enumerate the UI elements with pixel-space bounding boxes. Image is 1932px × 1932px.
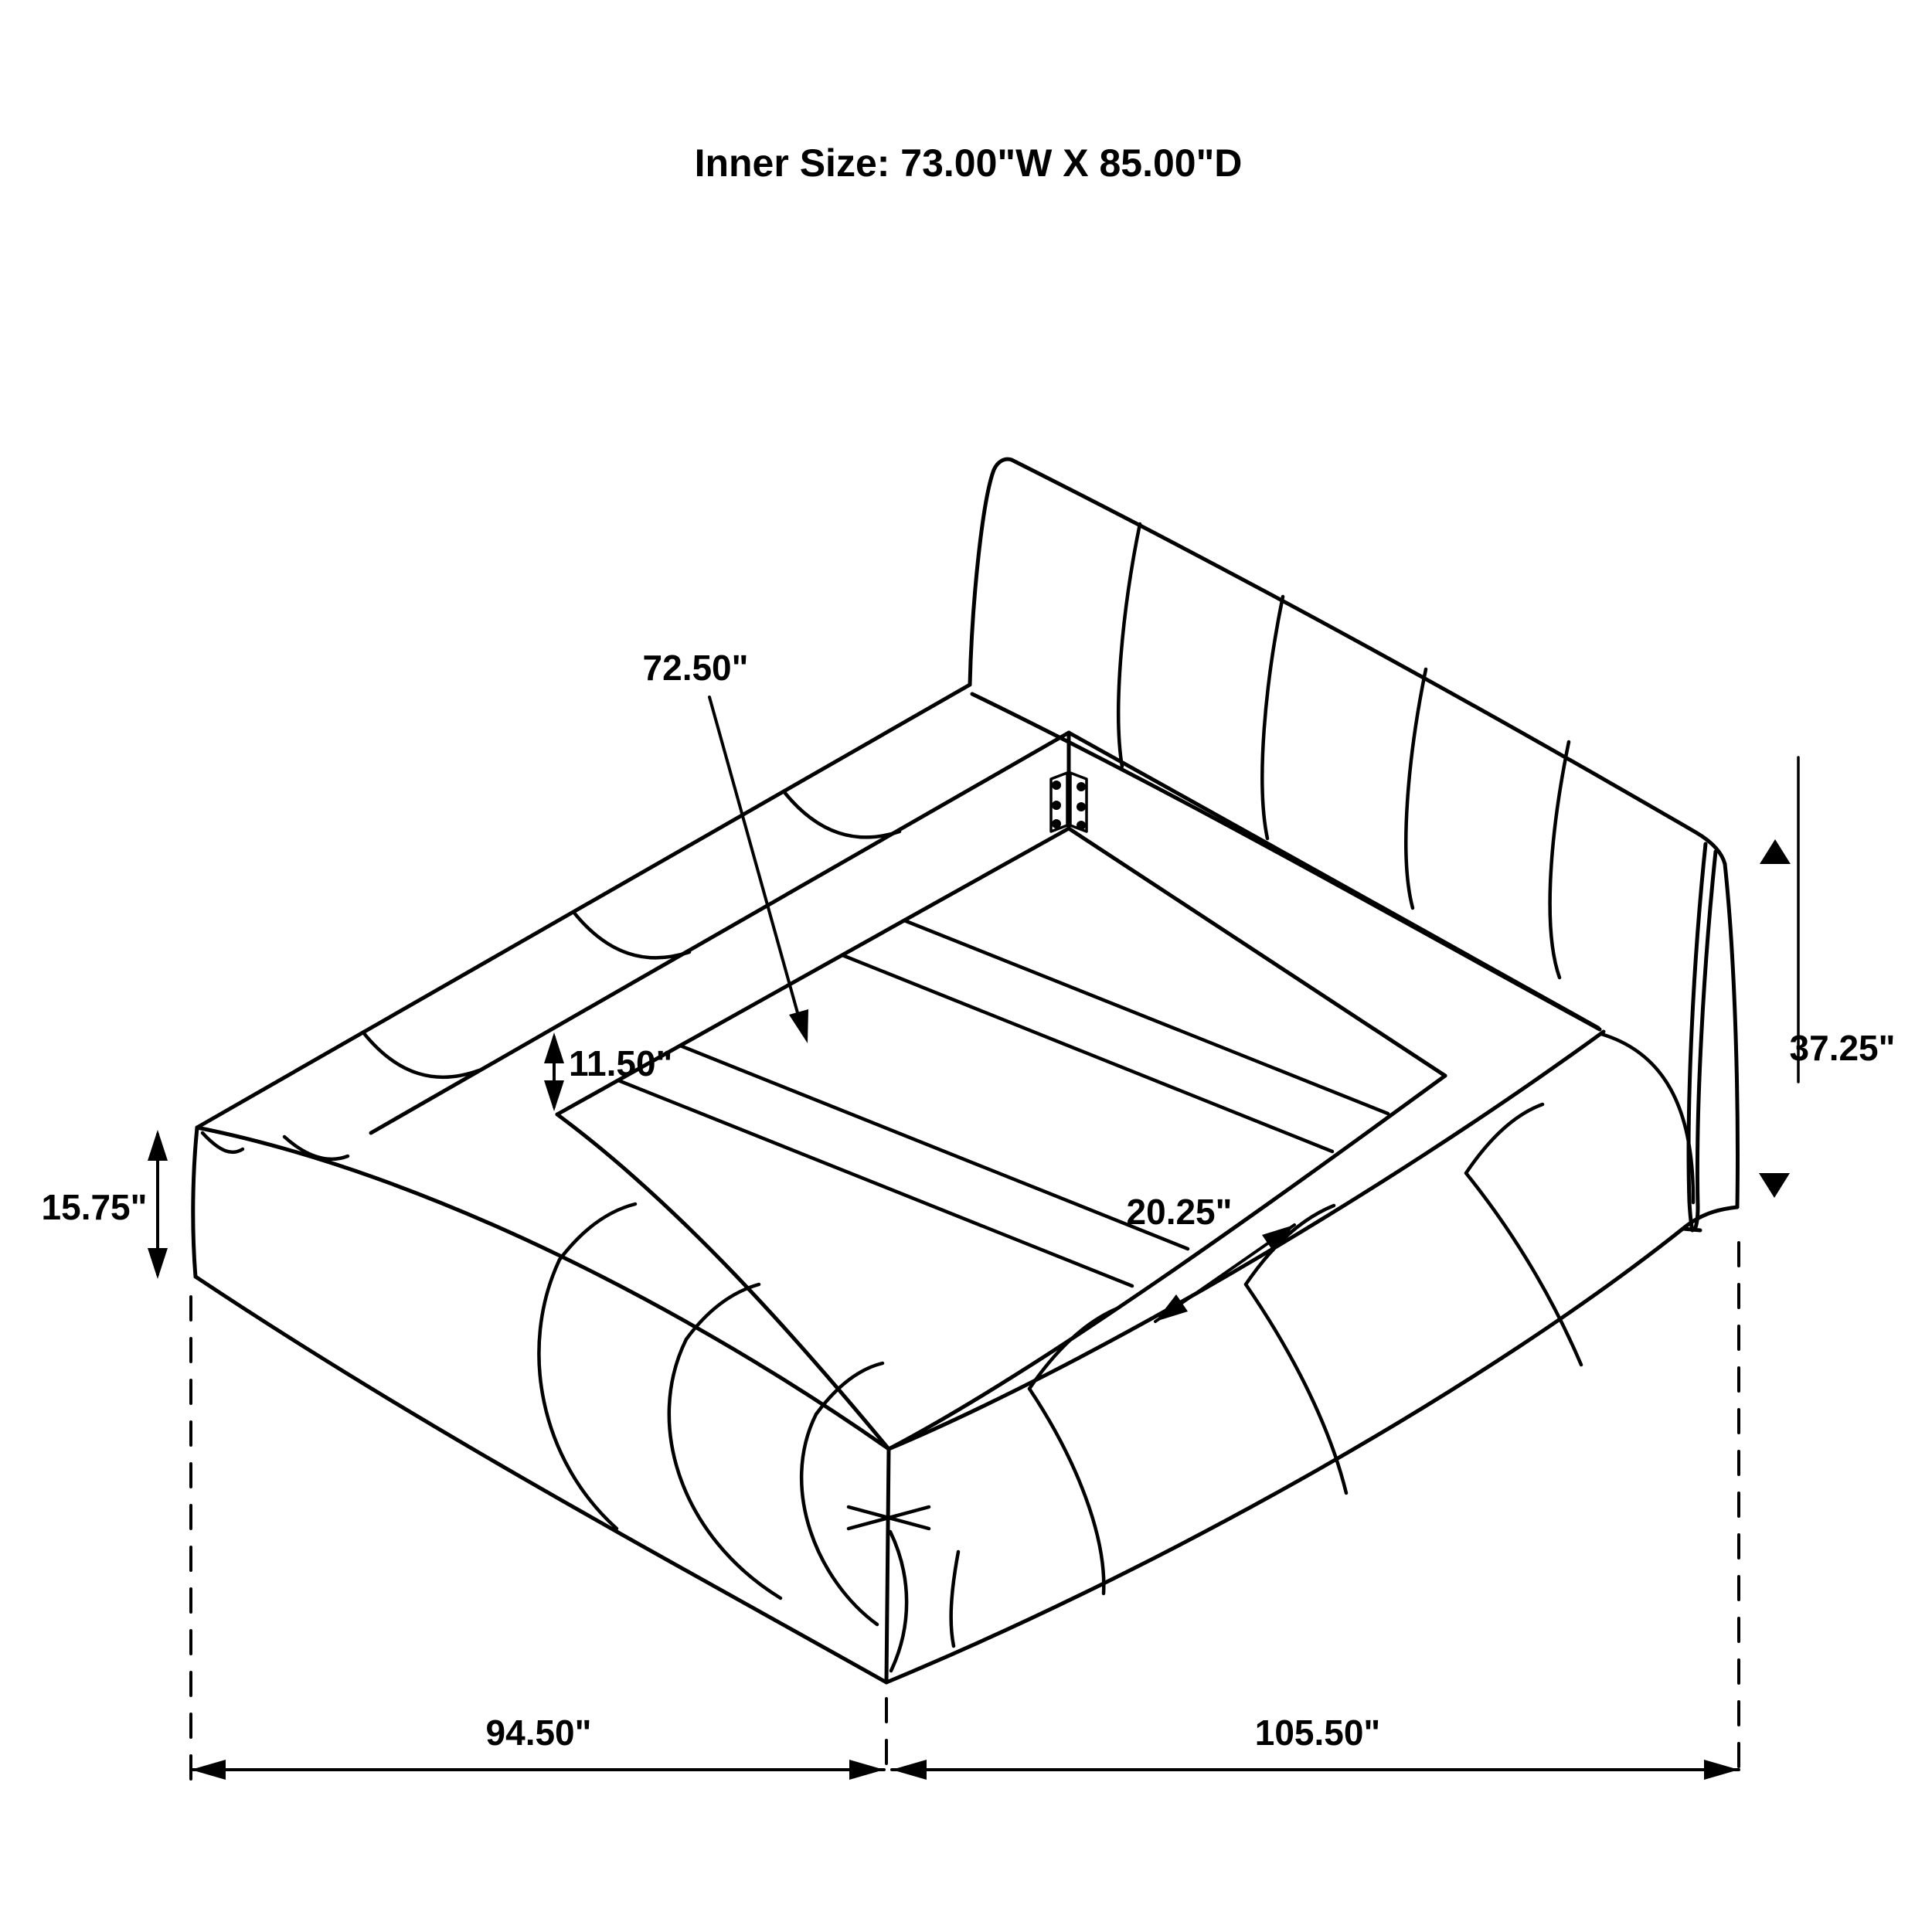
dim-label-headboard-height: 37.25" [1789,1028,1896,1068]
diagram-title: Inner Size: 73.00"W X 85.00"D [694,141,1243,185]
dim-label-base-height: 15.75" [41,1187,148,1227]
dim-label-rail-height: 11.50" [569,1043,673,1083]
front-corner-vertical-seam [886,1449,889,1682]
dim-label-deck: 72.50" [642,648,749,688]
dim-label-bench-width: 20.25" [1126,1192,1233,1232]
dim-label-span-right: 105.50" [1254,1713,1381,1753]
headboard-strip-foot [1683,1229,1700,1230]
dim-label-span-left: 94.50" [485,1713,592,1753]
